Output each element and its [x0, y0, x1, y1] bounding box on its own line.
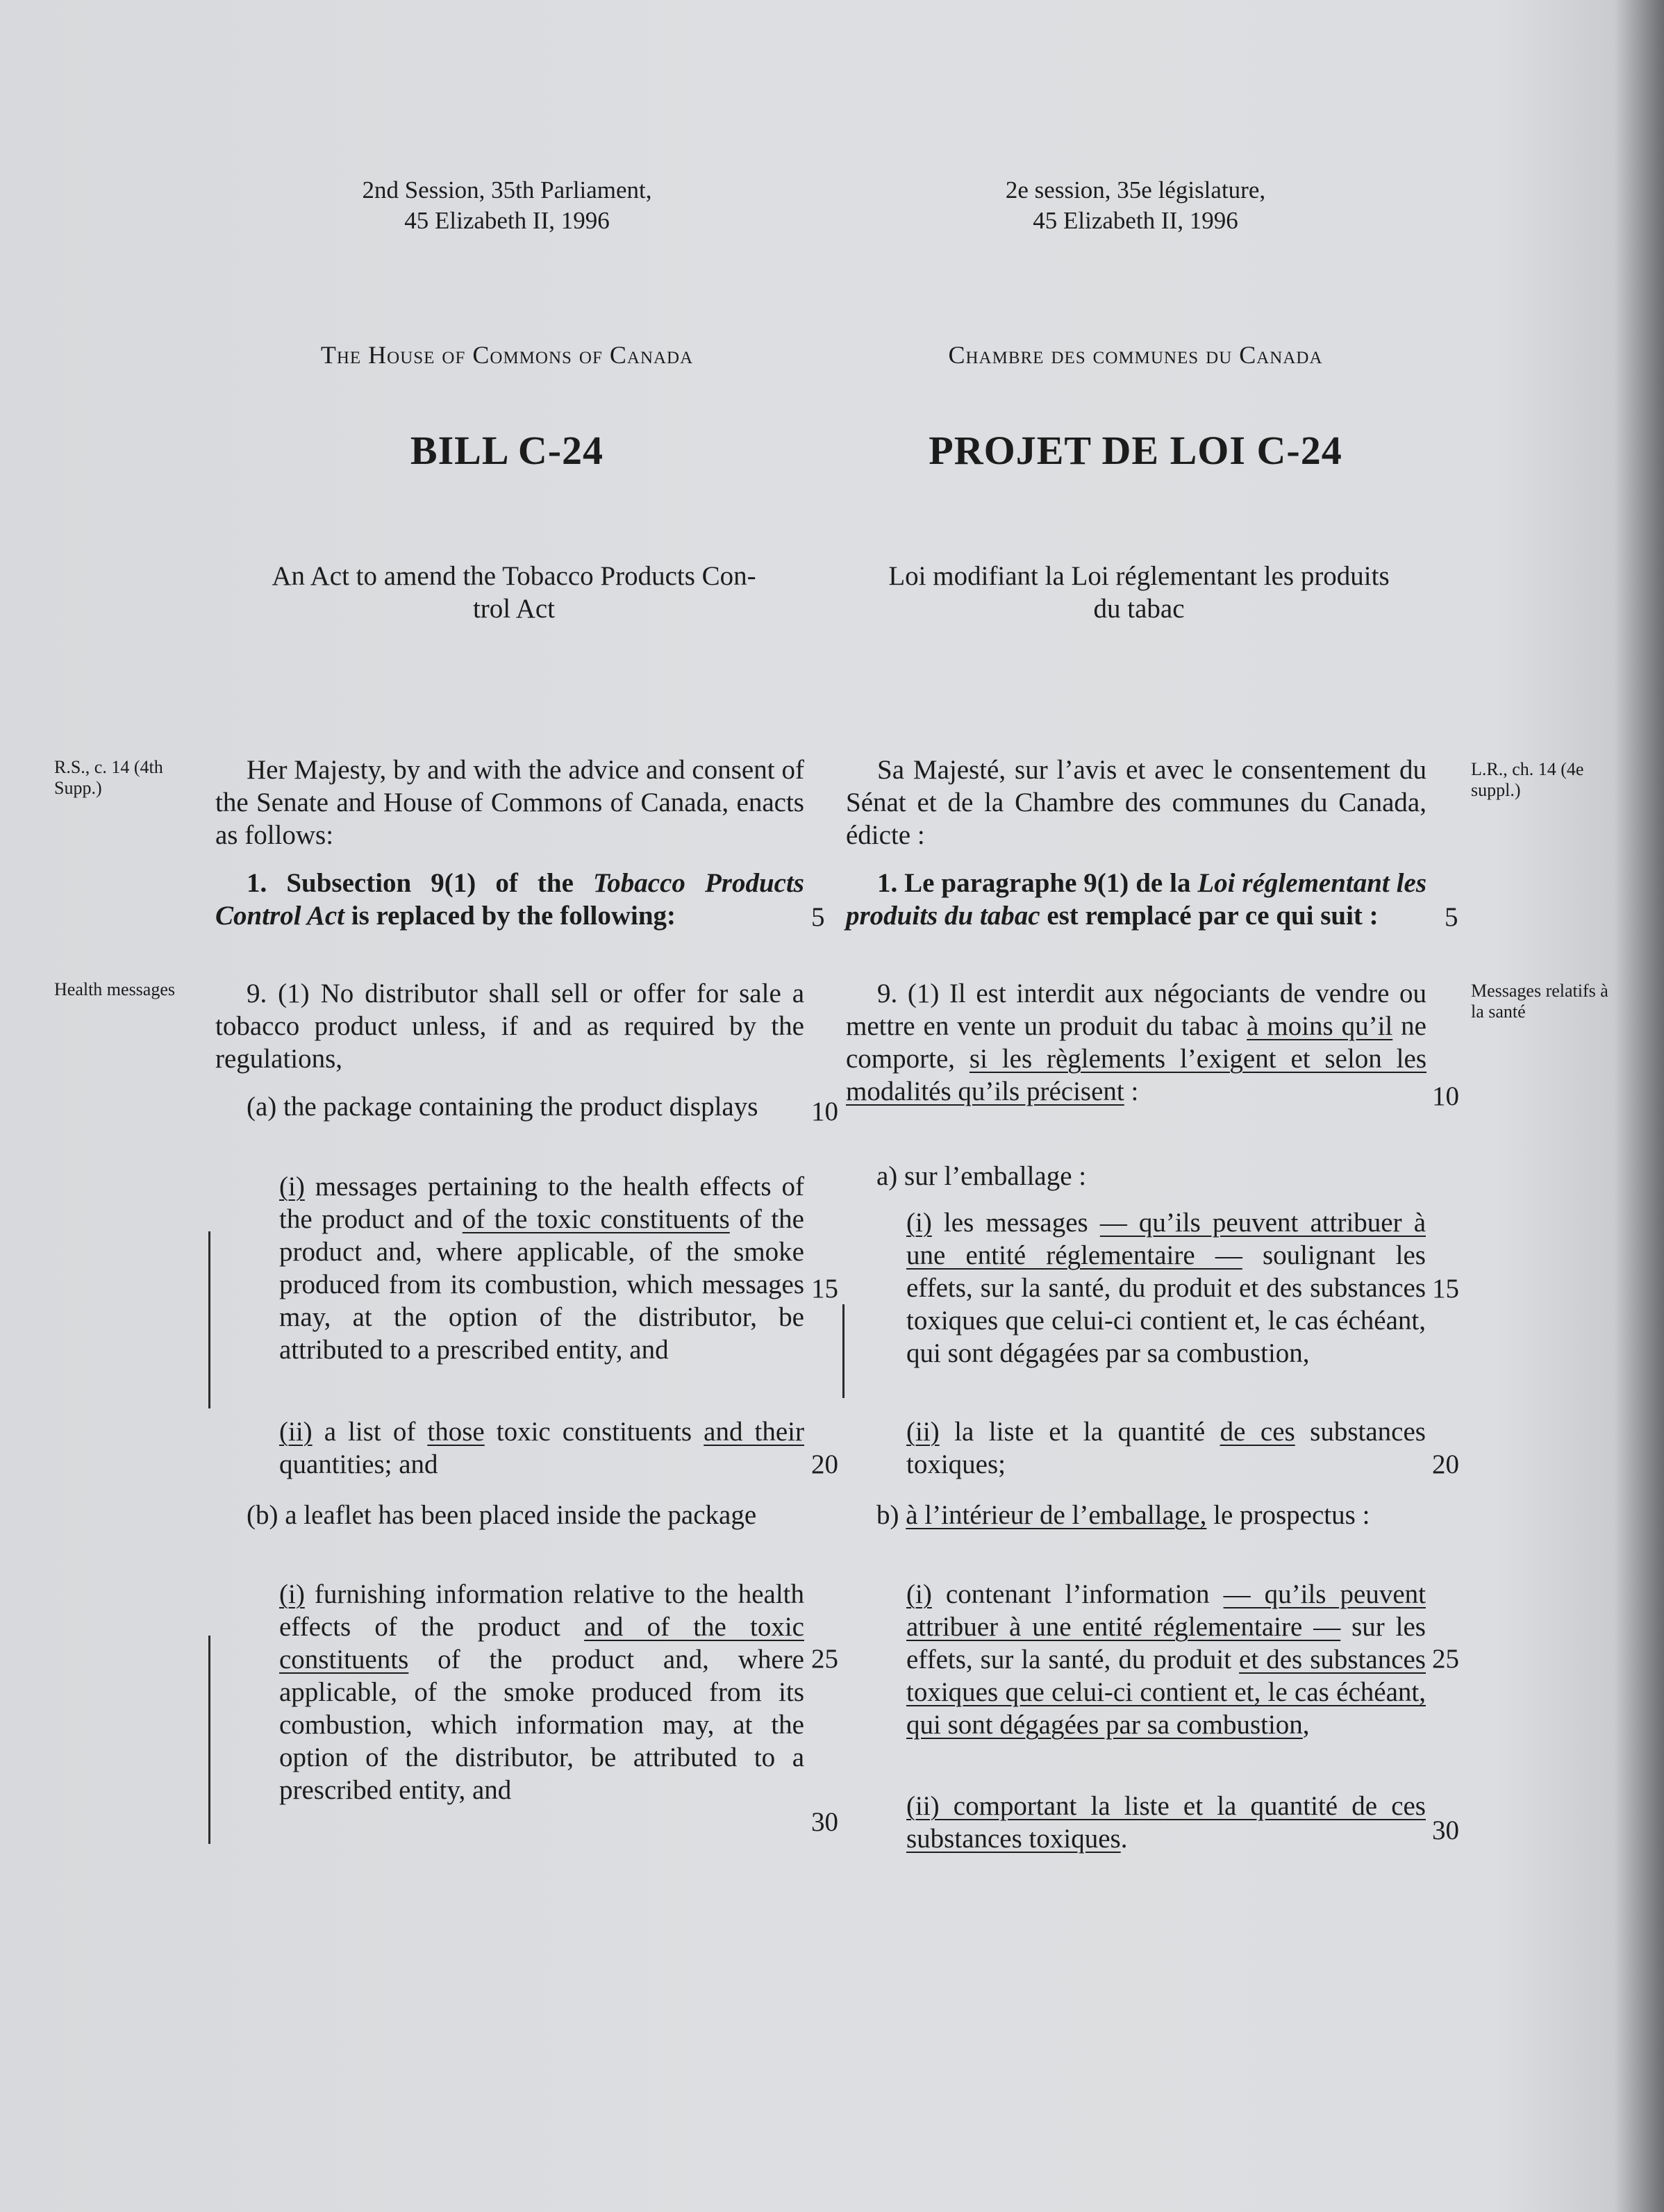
margin-note-lr: L.R., ch. 14 (4e suppl.) — [1471, 759, 1584, 800]
en-session-line2: 45 Elizabeth II, 1996 — [404, 207, 610, 234]
margin-note-rs: R.S., c. 14 (4th Supp.) — [54, 757, 163, 798]
en-a-i-underlined: of the toxic constituents — [462, 1204, 730, 1234]
en-change-bar-1 — [208, 1231, 210, 1408]
fr-a-i-underlined: — qu’ils peuvent attribuer à une entité réglementaire — — [906, 1208, 1426, 1270]
en-change-bar-2 — [208, 1636, 210, 1844]
en-para-b: (b) a leaflet has been placed inside the package — [247, 1500, 757, 1530]
en-b-i-underlined: and of the toxic constituents — [279, 1612, 804, 1674]
fr-act-title — [840, 560, 1438, 625]
fr-act-line2: du tabac — [1093, 594, 1185, 624]
en-act-title — [215, 560, 813, 625]
fr-session-line1: 2e session, 35e législature, — [1005, 176, 1266, 203]
en-para-a: (a) the package containing the product displays — [247, 1092, 758, 1122]
fr-s9-c: : — [1124, 1076, 1139, 1106]
fr-s9-a: 9. (1) Il est interdit aux négociants de vendre ou mettre en vente un produit du tabac — [846, 979, 1426, 1041]
en-act-line1: An Act to amend the Tobacco Products Con- — [272, 561, 756, 591]
en-line-number-25: 25 — [811, 1644, 838, 1674]
en-a-ii-u1: those — [427, 1417, 485, 1447]
margin-note-messages: Messages relatifs à la santé — [1471, 981, 1608, 1022]
en-line-number-15: 15 — [811, 1274, 838, 1304]
en-line-number-20: 20 — [811, 1449, 838, 1479]
en-enacting-clause: Her Majesty, by and with the advice and consent of the Senate and House of Commons of Canada, enacts as follows: — [215, 755, 804, 850]
en-a-ii-2: toxic constituents — [484, 1417, 704, 1447]
en-a-ii-1: a list of — [312, 1417, 428, 1447]
en-s1-a: 1. Subsection 9(1) of the — [247, 868, 594, 898]
fr-b-2: le prospectus : — [1206, 1500, 1370, 1530]
fr-enacting-clause: Sa Majesté, sur l’avis et avec le consentement du Sénat et de la Chambre des communes du Canada, édicte : — [846, 755, 1426, 850]
fr-para-a-i — [906, 1206, 1426, 1370]
fr-b-i-2: sur les effets, sur la santé, du produit — [906, 1612, 1426, 1674]
en-a-ii-3: quantities; and — [279, 1449, 438, 1479]
en-session — [194, 175, 819, 236]
fr-para-a: a) sur l’emballage : — [876, 1161, 1087, 1191]
fr-b-ii-end: . — [1120, 1824, 1128, 1854]
fr-s1-act-name: Loi réglementant les produits du tabac — [846, 868, 1426, 931]
fr-s9-u1: à moins qu’il — [1247, 1011, 1393, 1041]
fr-a-ii-num: (ii) — [906, 1417, 940, 1447]
en-bill-title: BILL C-24 — [410, 428, 604, 473]
fr-a-ii-1: la liste et la quantité — [939, 1417, 1220, 1447]
fr-b-i-u1: — qu’ils peuvent attribuer à une entité réglementaire — — [906, 1579, 1426, 1642]
fr-line-number-15: 15 — [1432, 1274, 1459, 1304]
fr-para-b-ii — [906, 1790, 1426, 1855]
fr-b-ii-underlined: (ii) comportant la liste et la quantité de ces substances toxiques — [906, 1791, 1426, 1854]
en-a-ii-num: (ii) — [279, 1417, 313, 1447]
fr-line-number-20: 20 — [1432, 1449, 1459, 1479]
fr-line-number-25: 25 — [1432, 1644, 1459, 1674]
en-session-line1: 2nd Session, 35th Parliament, — [362, 176, 652, 203]
fr-section-9 — [846, 977, 1426, 1108]
fr-house-title: Chambre des communes du Canada — [948, 341, 1323, 369]
fr-b-underlined: à l’intérieur de l’emballage, — [906, 1500, 1207, 1530]
fr-s9-u2: si les règlements l’exigent et selon les modalités qu’ils précisent — [846, 1044, 1426, 1106]
fr-a-i-1: les messages — [931, 1208, 1100, 1238]
en-a-i-2: of the product and, where applicable, of the smoke produced from its combustion, which messages may, at the option of the distributor, be attributed to a prescribed entity, and — [279, 1204, 804, 1365]
fr-session — [823, 175, 1448, 236]
fr-b-1: b) — [876, 1500, 906, 1530]
fr-section-1 — [846, 867, 1426, 932]
fr-line-number-30: 30 — [1432, 1815, 1459, 1845]
fr-session-line2: 45 Elizabeth II, 1996 — [1033, 207, 1238, 234]
en-s1-act-name: Tobacco Products Control Act — [215, 868, 804, 931]
fr-a-i-num: (i) — [906, 1208, 932, 1238]
fr-b-i-u2: et des substances toxiques que celui-ci contient et, le cas échéant, qui sont dégagées par sa combustion — [906, 1645, 1426, 1740]
fr-a-ii-underlined: de ces — [1220, 1417, 1295, 1447]
fr-b-i-num: (i) — [906, 1579, 932, 1609]
en-para-a-ii — [279, 1415, 804, 1481]
fr-act-line1: Loi modifiant la Loi réglementant les produits — [888, 561, 1390, 591]
en-b-i-num: (i) — [279, 1579, 305, 1609]
fr-para-a-ii — [906, 1415, 1426, 1481]
en-a-ii-u2: and their — [704, 1417, 804, 1447]
fr-s1-c: est remplacé par ce qui suit : — [1040, 901, 1379, 931]
en-b-i-2: of the product and, where applicable, of the smoke produced from its combustion, which information may, at the option of the distributor, be attributed to a prescribed entity, and — [279, 1645, 804, 1805]
fr-a-i-2: soulignant les effets, sur la santé, du produit et des substances toxiques que celui-ci contient et, le cas échéant, qui sont dégagées par sa combustion, — [906, 1240, 1426, 1368]
en-para-b-i — [279, 1578, 804, 1806]
en-b-i-1: furnishing information relative to the health effects of the product — [279, 1579, 804, 1642]
en-s1-c: is replaced by the following: — [344, 901, 676, 931]
en-act-line2: trol Act — [472, 594, 556, 624]
en-section-1 — [215, 867, 804, 932]
fr-para-b — [876, 1499, 1425, 1531]
fr-para-b-i — [906, 1578, 1426, 1741]
en-para-a-i — [279, 1170, 804, 1366]
margin-note-health: Health messages — [54, 979, 176, 999]
en-line-number-10: 10 — [811, 1097, 838, 1126]
en-line-number-5: 5 — [811, 902, 825, 932]
fr-b-i-3: , — [1302, 1710, 1310, 1740]
en-line-number-30: 30 — [811, 1807, 838, 1837]
en-section-9: 9. (1) No distributor shall sell or offer for sale a tobacco product unless, if and as required by the regulations, — [215, 979, 804, 1074]
fr-b-i-1: contenant l’information — [931, 1579, 1224, 1609]
fr-line-number-10: 10 — [1432, 1081, 1459, 1111]
fr-bill-title: PROJET DE LOI C-24 — [929, 428, 1342, 473]
fr-s1-a: 1. Le paragraphe 9(1) de la — [877, 868, 1198, 898]
en-a-i-num: (i) — [279, 1172, 305, 1201]
fr-line-number-5: 5 — [1445, 902, 1458, 932]
fr-change-bar-1 — [842, 1304, 845, 1398]
en-house-title: The House of Commons of Canada — [320, 341, 694, 369]
fr-s9-b: ne comporte, — [846, 1011, 1426, 1074]
en-a-i-1: messages pertaining to the health effects of the product and — [279, 1172, 804, 1234]
fr-a-ii-2: substances toxiques; — [906, 1417, 1426, 1479]
